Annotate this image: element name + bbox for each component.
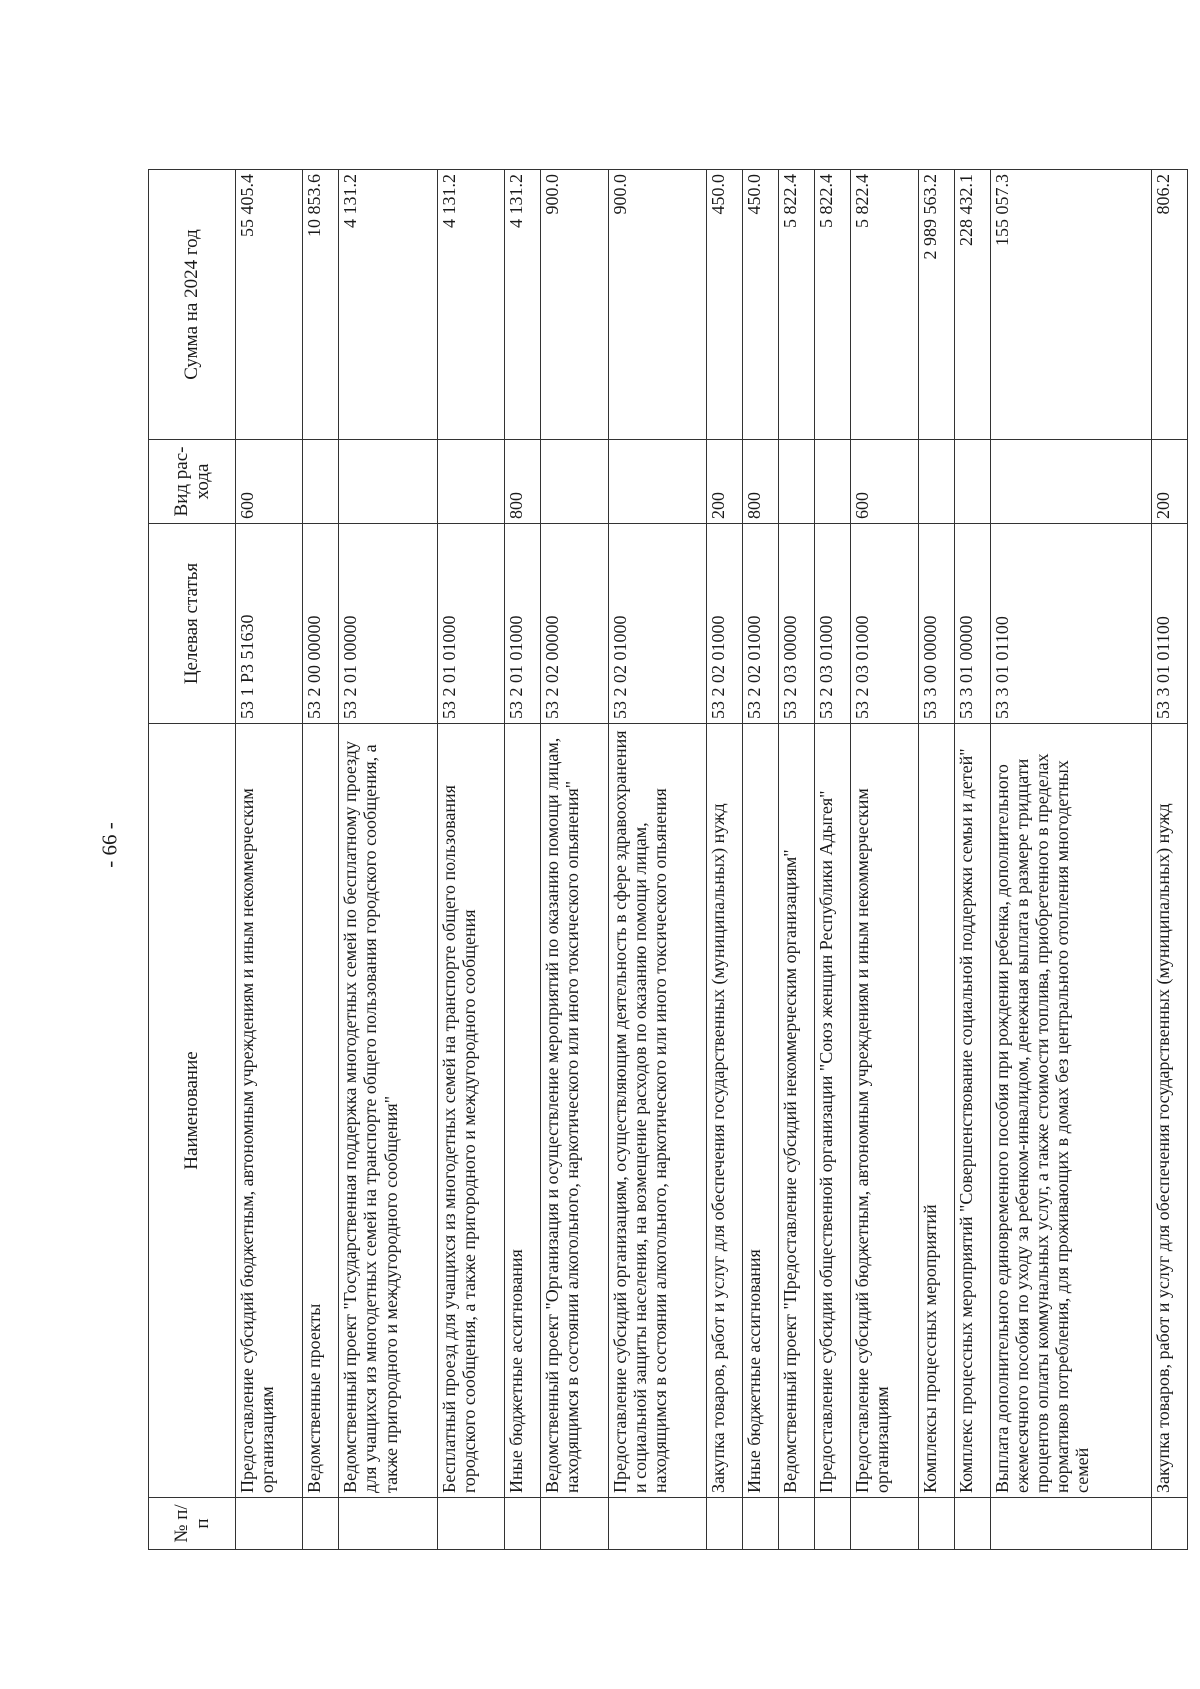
table-row [236, 170, 303, 1550]
row-num-cell [918, 1498, 954, 1550]
header-num: № п/п [149, 1498, 236, 1550]
row-num-cell [541, 1498, 608, 1550]
row-name-cell: Комплекс процессных мероприятий "Совершенствование социальной поддержки семьи и детей" [954, 724, 990, 1498]
row-sum-cell: 4 131.2 [437, 170, 504, 440]
row-code-cell: 53 2 00 00000 [303, 524, 339, 724]
row-name-cell: Предоставление субсидий организациям, осуществляющим деятельность в сфере здравоохранения и социальной защиты населения, на возмещение расходов по оказанию помощи лицам, находящимся в состоянии алкогольного, наркотического или иного токсического опьянения [608, 724, 707, 1498]
row-code-cell: 53 3 01 01100 [1151, 524, 1187, 724]
header-vid: Вид рас-хода [149, 440, 236, 524]
rotated-page-content [148, 170, 1188, 1550]
row-sum-cell: 450.0 [707, 170, 743, 440]
row-vid-cell: 200 [1151, 440, 1187, 524]
row-num-cell [954, 1498, 990, 1550]
row-name-cell: Предоставление субсидий бюджетным, автономным учреждениям и иным некоммерческим организациям [851, 724, 918, 1498]
row-sum-cell: 55 405.4 [236, 170, 303, 440]
row-code-cell: 53 3 00 00000 [918, 524, 954, 724]
page-number: - 66 - [97, 822, 122, 868]
row-sum-cell: 10 853.6 [303, 170, 339, 440]
row-vid-cell [608, 440, 707, 524]
row-vid-cell [815, 440, 851, 524]
row-num-cell [608, 1498, 707, 1550]
row-name-cell: Ведомственный проект "Организация и осуществление мероприятий по оказанию помощи лицам, находящимся в состоянии алкогольного, наркотического или иного токсического опьянения" [541, 724, 608, 1498]
row-num-cell [815, 1498, 851, 1550]
table-body [236, 170, 1188, 1550]
table-row [541, 170, 608, 1550]
row-code-cell: 53 2 03 00000 [779, 524, 815, 724]
row-vid-cell [303, 440, 339, 524]
row-sum-cell: 4 131.2 [505, 170, 541, 440]
row-num-cell [339, 1498, 438, 1550]
row-vid-cell [779, 440, 815, 524]
row-num-cell [779, 1498, 815, 1550]
row-code-cell: 53 2 01 01000 [505, 524, 541, 724]
row-sum-cell: 228 432.1 [954, 170, 990, 440]
row-num-cell [505, 1498, 541, 1550]
row-name-cell: Закупка товаров, работ и услуг для обеспечения государственных (муниципальных) нужд [707, 724, 743, 1498]
row-sum-cell: 806.2 [1151, 170, 1187, 440]
row-sum-cell: 900.0 [541, 170, 608, 440]
row-code-cell: 53 3 01 01100 [990, 524, 1151, 724]
table-row [303, 170, 339, 1550]
row-code-cell: 53 2 02 01000 [707, 524, 743, 724]
row-name-cell: Предоставление субсидий бюджетным, автономным учреждениям и иным некоммерческим организациям [236, 724, 303, 1498]
row-code-cell: 53 2 03 01000 [851, 524, 918, 724]
table-row [505, 170, 541, 1550]
row-name-cell: Ведомственные проекты [303, 724, 339, 1498]
row-name-cell: Ведомственный проект "Государственная поддержка многодетных семей по бесплатному проезду для учащихся из многодетных семей на транспорте общего пользования городского сообщения, а также пригородного и междугородного сообщения" [339, 724, 438, 1498]
row-name-cell: Бесплатный проезд для учащихся из многодетных семей на транспорте общего пользования городского сообщения, а также пригородного и междугородного сообщения [437, 724, 504, 1498]
row-sum-cell: 450.0 [743, 170, 779, 440]
table-row [815, 170, 851, 1550]
row-vid-cell [339, 440, 438, 524]
table-row [779, 170, 815, 1550]
row-code-cell: 53 2 02 00000 [541, 524, 608, 724]
table-row [851, 170, 918, 1550]
row-vid-cell: 800 [505, 440, 541, 524]
header-name: Наименование [149, 724, 236, 1498]
row-vid-cell [954, 440, 990, 524]
row-name-cell: Закупка товаров, работ и услуг для обеспечения государственных (муниципальных) нужд [1151, 724, 1187, 1498]
row-name-cell: Комплексы процессных мероприятий [918, 724, 954, 1498]
row-num-cell [437, 1498, 504, 1550]
budget-table [148, 169, 1188, 1550]
table-row [918, 170, 954, 1550]
row-name-cell: Иные бюджетные ассигнования [743, 724, 779, 1498]
table-header [149, 170, 236, 1550]
row-num-cell [303, 1498, 339, 1550]
row-name-cell: Ведомственный проект "Предоставление субсидий некоммерческим организациям" [779, 724, 815, 1498]
row-code-cell: 53 2 02 01000 [608, 524, 707, 724]
header-row [149, 170, 236, 1550]
row-num-cell [990, 1498, 1151, 1550]
row-name-cell: Выплата дополнительного единовременного пособия при рождении ребенка, дополнительного ежемесячного пособия по уходу за ребенком-инвалидом, денежная выплата в размере тридцати процентов оплаты коммунальных услуг, а также стоимости топлива, приобретенного в пределах нормативов потребления, для проживающих в домах без центрального отопления многодетных семей [990, 724, 1151, 1498]
row-vid-cell: 200 [707, 440, 743, 524]
row-num-cell [236, 1498, 303, 1550]
row-sum-cell: 900.0 [608, 170, 707, 440]
table-row [1151, 170, 1187, 1550]
row-code-cell: 53 2 01 01000 [437, 524, 504, 724]
row-vid-cell: 600 [851, 440, 918, 524]
table-row [954, 170, 990, 1550]
header-sum: Сумма на 2024 год [149, 170, 236, 440]
row-sum-cell: 4 131.2 [339, 170, 438, 440]
row-vid-cell [990, 440, 1151, 524]
row-num-cell [743, 1498, 779, 1550]
row-sum-cell: 5 822.4 [815, 170, 851, 440]
row-code-cell: 53 2 02 01000 [743, 524, 779, 724]
row-num-cell [851, 1498, 918, 1550]
row-name-cell: Предоставление субсидии общественной организации "Союз женщин Республики Адыгея" [815, 724, 851, 1498]
row-vid-cell: 600 [236, 440, 303, 524]
row-num-cell [707, 1498, 743, 1550]
row-vid-cell: 800 [743, 440, 779, 524]
row-code-cell: 53 1 Р3 51630 [236, 524, 303, 724]
table-row [608, 170, 707, 1550]
row-name-cell: Иные бюджетные ассигнования [505, 724, 541, 1498]
row-sum-cell: 5 822.4 [851, 170, 918, 440]
row-sum-cell: 155 057.3 [990, 170, 1151, 440]
table-row [707, 170, 743, 1550]
row-num-cell [1151, 1498, 1187, 1550]
table-row [990, 170, 1151, 1550]
row-code-cell: 53 3 01 00000 [954, 524, 990, 724]
row-sum-cell: 2 989 563.2 [918, 170, 954, 440]
row-code-cell: 53 2 01 00000 [339, 524, 438, 724]
table-row [743, 170, 779, 1550]
table-row [437, 170, 504, 1550]
header-code: Целевая статья [149, 524, 236, 724]
row-sum-cell: 5 822.4 [779, 170, 815, 440]
row-vid-cell [437, 440, 504, 524]
row-vid-cell [918, 440, 954, 524]
table-row [339, 170, 438, 1550]
row-code-cell: 53 2 03 01000 [815, 524, 851, 724]
row-vid-cell [541, 440, 608, 524]
